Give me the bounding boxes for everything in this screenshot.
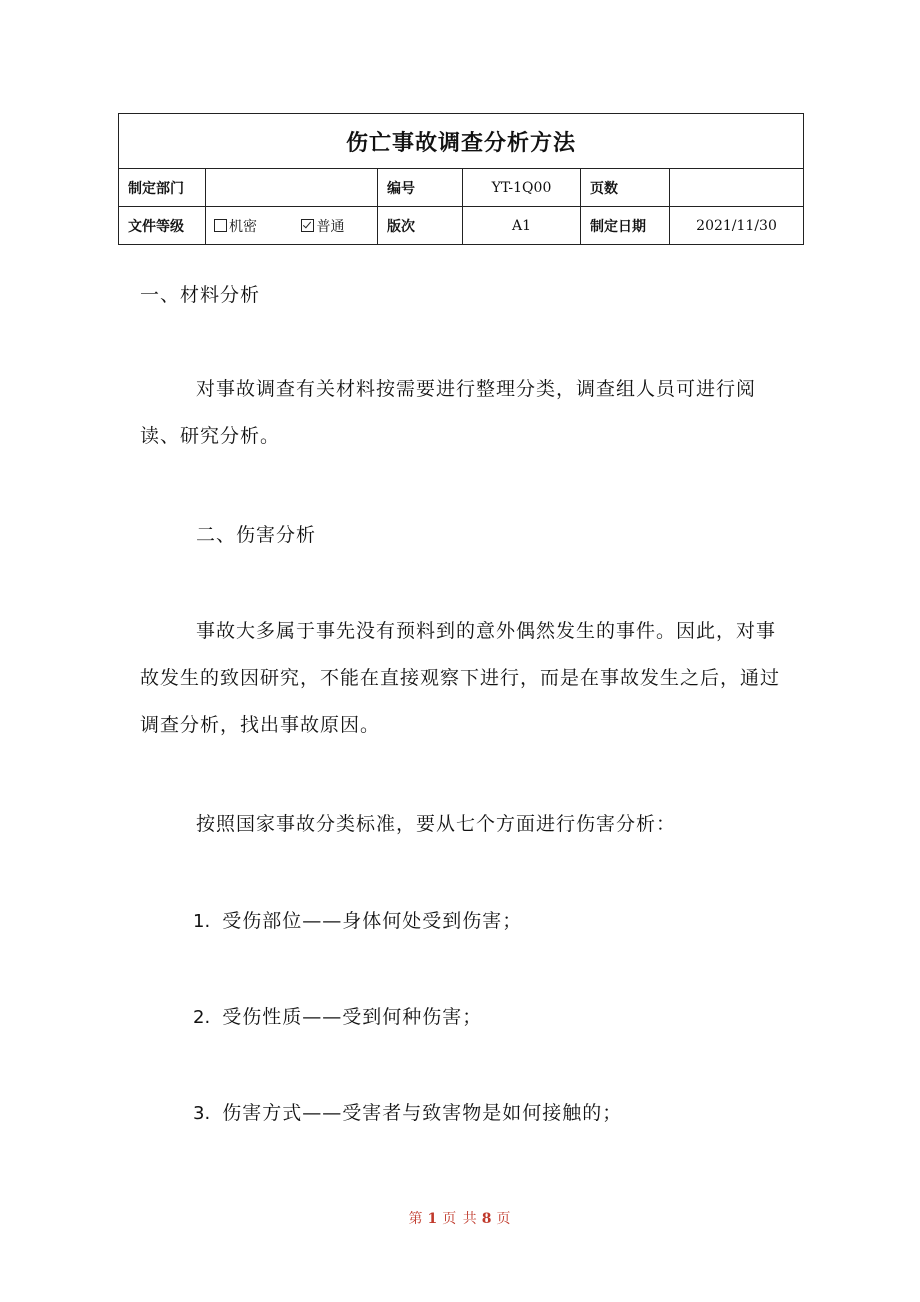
- footer-prefix: 第: [408, 1211, 424, 1227]
- footer-total-pages: 8: [481, 1211, 493, 1227]
- confidential-checkbox-icon: [214, 219, 227, 232]
- list-item-text: 受伤性质——受到何种伤害；: [222, 1006, 483, 1028]
- level-option-confidential: [214, 216, 257, 236]
- document-header-table: [118, 113, 804, 245]
- date-value: 2021/11/30: [670, 207, 804, 245]
- list-item: [193, 1098, 622, 1129]
- footer-suffix: 页: [496, 1211, 512, 1227]
- classification-paragraph: 按照国家事故分类标准，要从七个方面进行伤害分析：: [196, 813, 677, 835]
- version-label: 版次: [378, 207, 463, 245]
- version-value: A1: [463, 207, 581, 245]
- page-footer: [0, 1208, 920, 1228]
- footer-middle: 页 共: [442, 1211, 478, 1227]
- list-item: [193, 906, 522, 937]
- section1-heading: 一、材料分析: [140, 284, 261, 306]
- list-item-number: 3.: [193, 1103, 211, 1124]
- footer-current-page: 1: [427, 1211, 439, 1227]
- date-label: 制定日期: [581, 207, 670, 245]
- dept-value: [206, 169, 378, 207]
- normal-option-label: 普通: [316, 218, 345, 235]
- dept-label: 制定部门: [119, 169, 206, 207]
- pages-value: [670, 169, 804, 207]
- document-title: 伤亡事故调查分析方法: [119, 114, 804, 169]
- pages-label: 页数: [581, 169, 670, 207]
- section2-heading: 二、伤害分析: [196, 524, 317, 546]
- section1-paragraph: 对事故调查有关材料按需要进行整理分类，调查组人员可进行阅读、研究分析。: [140, 378, 757, 447]
- list-item-text: 受伤部位——身体何处受到伤害；: [222, 910, 523, 932]
- level-label: 文件等级: [119, 207, 206, 245]
- list-item-number: 1.: [193, 911, 211, 932]
- level-option-normal: [301, 216, 344, 236]
- code-value: YT-1Q00: [463, 169, 581, 207]
- list-item-text: 伤害方式——受害者与致害物是如何接触的；: [222, 1102, 623, 1124]
- section2-paragraph: 事故大多属于事先没有预料到的意外偶然发生的事件。因此，对事故发生的致因研究，不能在直接观察下进行，而是在事故发生之后，通过调查分析，找出事故原因。: [140, 620, 781, 736]
- level-options: [206, 207, 378, 245]
- list-item-number: 2.: [193, 1007, 211, 1028]
- confidential-option-label: 机密: [229, 218, 257, 235]
- list-item: [193, 1002, 482, 1033]
- normal-checkbox-checked-icon: [301, 219, 314, 232]
- code-label: 编号: [378, 169, 463, 207]
